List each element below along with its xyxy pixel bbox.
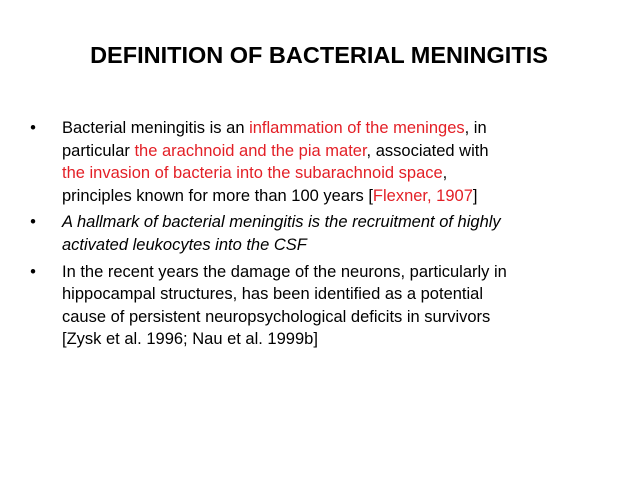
body-text: activated leukocytes into the CSF (62, 235, 307, 254)
body-text: In the recent years the damage of the neurons, particularly in (62, 262, 507, 281)
body-text: [Zysk et al. 1996; Nau et al. 1999b] (62, 330, 318, 349)
bullet-marker: • (30, 262, 36, 281)
bullet-line (62, 234, 616, 257)
bullet-text (62, 211, 616, 256)
body-text: , in (464, 119, 487, 137)
bullet-line (62, 162, 616, 185)
bullet-line (62, 306, 616, 329)
bullet-item (26, 261, 616, 351)
bullet-line (62, 211, 616, 234)
slide-title: DEFINITION OF BACTERIAL MENINGITIS (90, 42, 548, 68)
bullet-line (62, 328, 616, 351)
bullet-marker: • (30, 119, 36, 137)
bullet-text (62, 261, 616, 351)
bullet-marker: • (30, 213, 36, 232)
bullet-item (26, 117, 616, 207)
body-text: hippocampal structures, has been identified as a potential (62, 285, 484, 304)
body-text: ] (472, 186, 478, 205)
body-text: particular (62, 141, 135, 160)
body-text: , (442, 164, 448, 183)
highlighted-text: inflammation of the meninges (249, 119, 465, 137)
bullet-list (26, 117, 616, 355)
body-text: A hallmark of bacterial meningitis is the recruitment of highly (62, 213, 501, 232)
bullet-line (62, 261, 616, 284)
bullet-item (26, 211, 616, 256)
body-text: Bacterial meningitis is an (62, 119, 250, 137)
highlighted-text: the invasion of bacteria into the subarachnoid space (62, 164, 443, 183)
bullet-line (62, 117, 616, 140)
body-text: principles known for more than 100 years [ (62, 186, 373, 205)
body-text: , associated with (366, 141, 489, 160)
bullet-line (62, 185, 616, 208)
bullet-line (62, 140, 616, 163)
highlighted-text: the arachnoid and the pia mater (134, 141, 367, 160)
bullet-line (62, 283, 616, 306)
highlighted-text: Flexner, 1907 (372, 186, 473, 205)
body-text: cause of persistent neuropsychological deficits in survivors (62, 307, 491, 326)
bullet-text (62, 117, 616, 207)
